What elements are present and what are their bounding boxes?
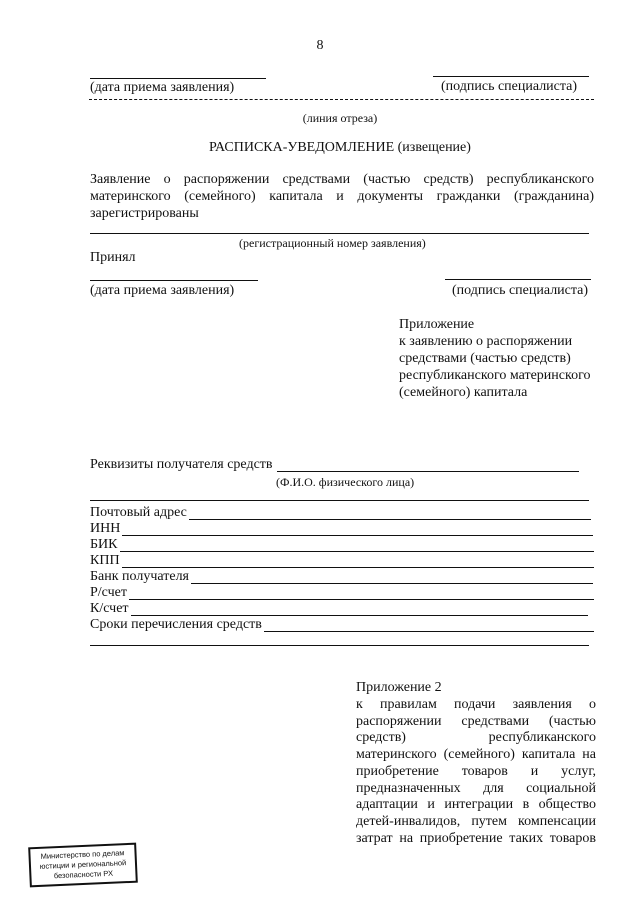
appendix2-line-5: приобретение товаров и услуг, bbox=[356, 763, 596, 779]
correspondent-account-input-line[interactable] bbox=[131, 604, 588, 616]
receipt-body-line-2: материнского (семейного) капитала и документы гражданки (гражданина) bbox=[90, 189, 594, 204]
date-line-top bbox=[90, 78, 266, 79]
transfer-terms-field bbox=[90, 617, 594, 632]
bik-input-line[interactable] bbox=[120, 540, 595, 552]
recipient-bank-label: Банк получателя bbox=[90, 569, 189, 584]
settlement-account-field bbox=[90, 585, 594, 600]
signature-label-top: (подпись специалиста) bbox=[441, 79, 578, 94]
inn-field bbox=[90, 521, 593, 536]
appendix2-title: Приложение 2 bbox=[356, 680, 442, 695]
postal-address-label: Почтовый адрес bbox=[90, 505, 187, 520]
receipt-body-line-3: зарегистрированы bbox=[90, 206, 199, 221]
appendix2-body bbox=[356, 697, 596, 847]
recipient-field bbox=[90, 457, 579, 472]
recipient-label: Реквизиты получателя средств bbox=[90, 457, 273, 472]
signature-line-top bbox=[433, 76, 589, 77]
cut-line bbox=[89, 99, 594, 100]
recipient-extra-line bbox=[90, 500, 589, 501]
accepted-label: Принял bbox=[90, 250, 136, 265]
stamp-line-1: Министерство по делам bbox=[40, 848, 125, 861]
appendix2-line-2: распоряжении средствами (частью bbox=[356, 713, 596, 729]
date-label-top: (дата приема заявления) bbox=[90, 80, 235, 95]
appendix2-line-9: затрат на приобретение таких товаров bbox=[356, 830, 596, 846]
kpp-field bbox=[90, 553, 594, 568]
recipient-bank-input-line[interactable] bbox=[191, 572, 593, 584]
date-label-receipt: (дата приема заявления) bbox=[90, 283, 235, 298]
receipt-body-line-1: Заявление о распоряжении средствами (частью средств) республиканского bbox=[90, 172, 594, 187]
inn-input-line[interactable] bbox=[122, 524, 593, 536]
transfer-terms-extra-line bbox=[90, 645, 589, 646]
correspondent-account-field bbox=[90, 601, 588, 616]
inn-label: ИНН bbox=[90, 521, 121, 536]
appendix-note-line-4: республиканского материнского bbox=[399, 368, 591, 383]
recipient-sub-label: (Ф.И.О. физического лица) bbox=[276, 475, 415, 489]
transfer-terms-label: Сроки перечисления средств bbox=[90, 617, 262, 632]
appendix2-line-4: материнского (семейного) капитала на bbox=[356, 747, 596, 763]
date-line-receipt bbox=[90, 280, 258, 281]
appendix-note bbox=[399, 316, 590, 401]
correspondent-account-label: К/счет bbox=[90, 601, 129, 616]
settlement-account-label: Р/счет bbox=[90, 585, 127, 600]
cut-line-label: (линия отреза) bbox=[302, 111, 378, 125]
appendix2-line-8: детей-инвалидов, путем компенсации bbox=[356, 813, 596, 829]
appendix-note-line-1: Приложение bbox=[399, 317, 475, 332]
appendix-note-line-3: средствами (частью средств) bbox=[399, 351, 571, 366]
stamp-line-2: юстиции и региональной bbox=[39, 858, 127, 871]
postal-address-input-line[interactable] bbox=[189, 508, 591, 520]
appendix2-line-1: к правилам подачи заявления о bbox=[356, 697, 596, 712]
reg-number-line bbox=[90, 233, 589, 234]
recipient-bank-field bbox=[90, 569, 593, 584]
signature-line-receipt bbox=[445, 279, 591, 280]
bik-label: БИК bbox=[90, 537, 118, 552]
appendix2-line-7: адаптации и интеграции в общество bbox=[356, 797, 596, 813]
appendix2-line-6: предназначенных для социальной bbox=[356, 780, 596, 796]
stamp-line-3: безопасности РХ bbox=[53, 868, 114, 881]
reg-number-label: (регистрационный номер заявления) bbox=[239, 236, 426, 250]
kpp-label: КПП bbox=[90, 553, 120, 568]
kpp-input-line[interactable] bbox=[122, 556, 594, 568]
appendix-note-line-2: к заявлению о распоряжении bbox=[399, 334, 573, 349]
settlement-account-input-line[interactable] bbox=[129, 588, 594, 600]
page-number: 8 bbox=[316, 38, 324, 53]
postal-address-field bbox=[90, 505, 591, 520]
transfer-terms-input-line[interactable] bbox=[264, 620, 594, 632]
signature-label-receipt: (подпись специалиста) bbox=[452, 283, 589, 298]
receipt-title: РАСПИСКА-УВЕДОМЛЕНИЕ (извещение) bbox=[209, 140, 471, 155]
ministry-stamp bbox=[28, 843, 138, 888]
appendix2-line-3: средств) республиканского bbox=[356, 730, 596, 746]
recipient-input-line[interactable] bbox=[277, 460, 579, 472]
appendix-note-line-5: (семейного) капитала bbox=[399, 385, 528, 400]
bik-field bbox=[90, 537, 594, 552]
